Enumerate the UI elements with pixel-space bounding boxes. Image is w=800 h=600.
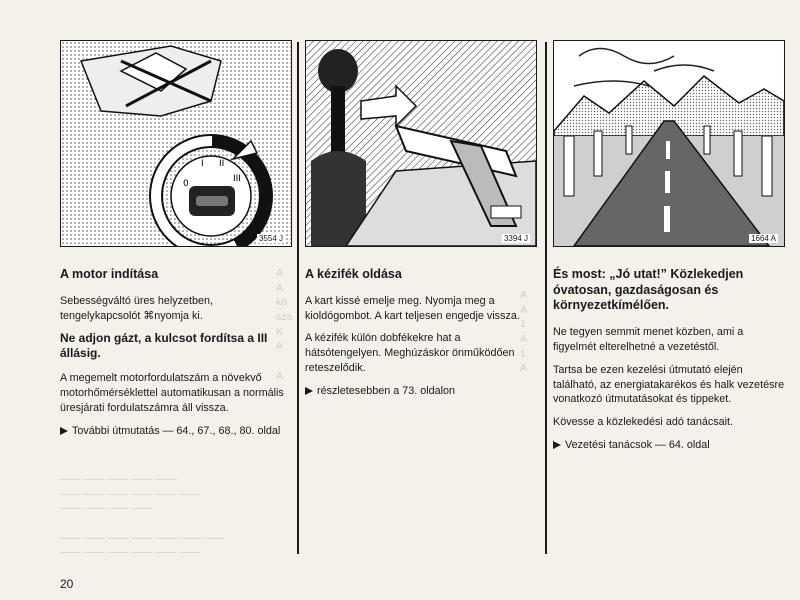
figure-number: 3394 J	[503, 234, 528, 243]
page-reference	[60, 424, 292, 439]
paragraph: Sebességváltó üres helyzetben, tengelykapcsolót ⌘nyomja ki.	[60, 294, 214, 322]
arrow-right-icon	[553, 441, 561, 449]
svg-text:0: 0	[183, 179, 189, 189]
paragraph: Tartsa be ezen kezelési útmutató elején található, az energiatakarékos és halk vezetésre vonatkozó útmutatásokat és tippeket.	[553, 363, 785, 406]
paragraph: Ne tegyen semmit menet közben, ami a figyelmét elterelhetné a vezetéstől.	[553, 325, 744, 353]
arrow-right-icon	[60, 427, 68, 435]
reference-text: Vezetési tanácsok — 64. oldal	[565, 439, 710, 452]
column-engine-start	[60, 40, 292, 447]
road-illustration	[553, 40, 785, 247]
figure-number: 1664 A	[751, 234, 776, 243]
section-title: A kézifék oldása	[305, 267, 402, 281]
page-reference	[305, 384, 537, 399]
section-subtitle: Ne adjon gázt, a kulcsot fordítsa a III állásig.	[60, 331, 268, 361]
column-drive-safely	[553, 40, 785, 461]
column-divider	[297, 42, 299, 554]
svg-text:III: III	[233, 174, 241, 184]
svg-text:I: I	[201, 159, 204, 169]
ignition-illustration	[60, 40, 292, 247]
paragraph: Kövesse a közlekedési adó tanácsait.	[553, 416, 734, 429]
svg-text:II: II	[219, 159, 225, 169]
section-title: A motor indítása	[60, 267, 159, 281]
paragraph: A kézifék külön dobfékekre hat a hátsótengelyen. Meghúzáskor önműködően reteszelődik.	[305, 332, 515, 375]
page-number: 20	[60, 577, 74, 591]
column-handbrake	[305, 40, 537, 407]
bleed-through-text: A A kö sza K A A	[276, 267, 293, 382]
column-divider	[545, 42, 547, 554]
reference-text: További útmutatás — 64., 67., 68., 80. oldal	[72, 425, 281, 438]
paragraph: A megemelt motorfordulatszám a növekvő motorhőmérséklettel automatikusan a normális üresjárati fordulatszámra áll vissza.	[60, 372, 284, 415]
arrow-right-icon	[305, 387, 313, 395]
handbrake-illustration	[305, 40, 537, 247]
bleed-through-text: A A 1 A 1 A	[520, 289, 528, 375]
section-title: És most: „Jó utat!” Közlekedjen óvatosan, gazdaságosan és környezetkímélően.	[553, 267, 744, 313]
page-reference	[553, 438, 785, 453]
bleed-through-text: —— —— —— —— —— —— —— —— —— —— —— —— —— —— —— —— —— —— —— —— —— —— —— —— —— —— —— ——	[60, 473, 225, 559]
figure-number: 3554 J	[258, 234, 283, 243]
paragraph: A kart kissé emelje meg. Nyomja meg a kioldógombot. A kart teljesen engedje vissza.	[305, 294, 520, 322]
reference-text: részletesebben a 73. oldalon	[317, 385, 456, 398]
